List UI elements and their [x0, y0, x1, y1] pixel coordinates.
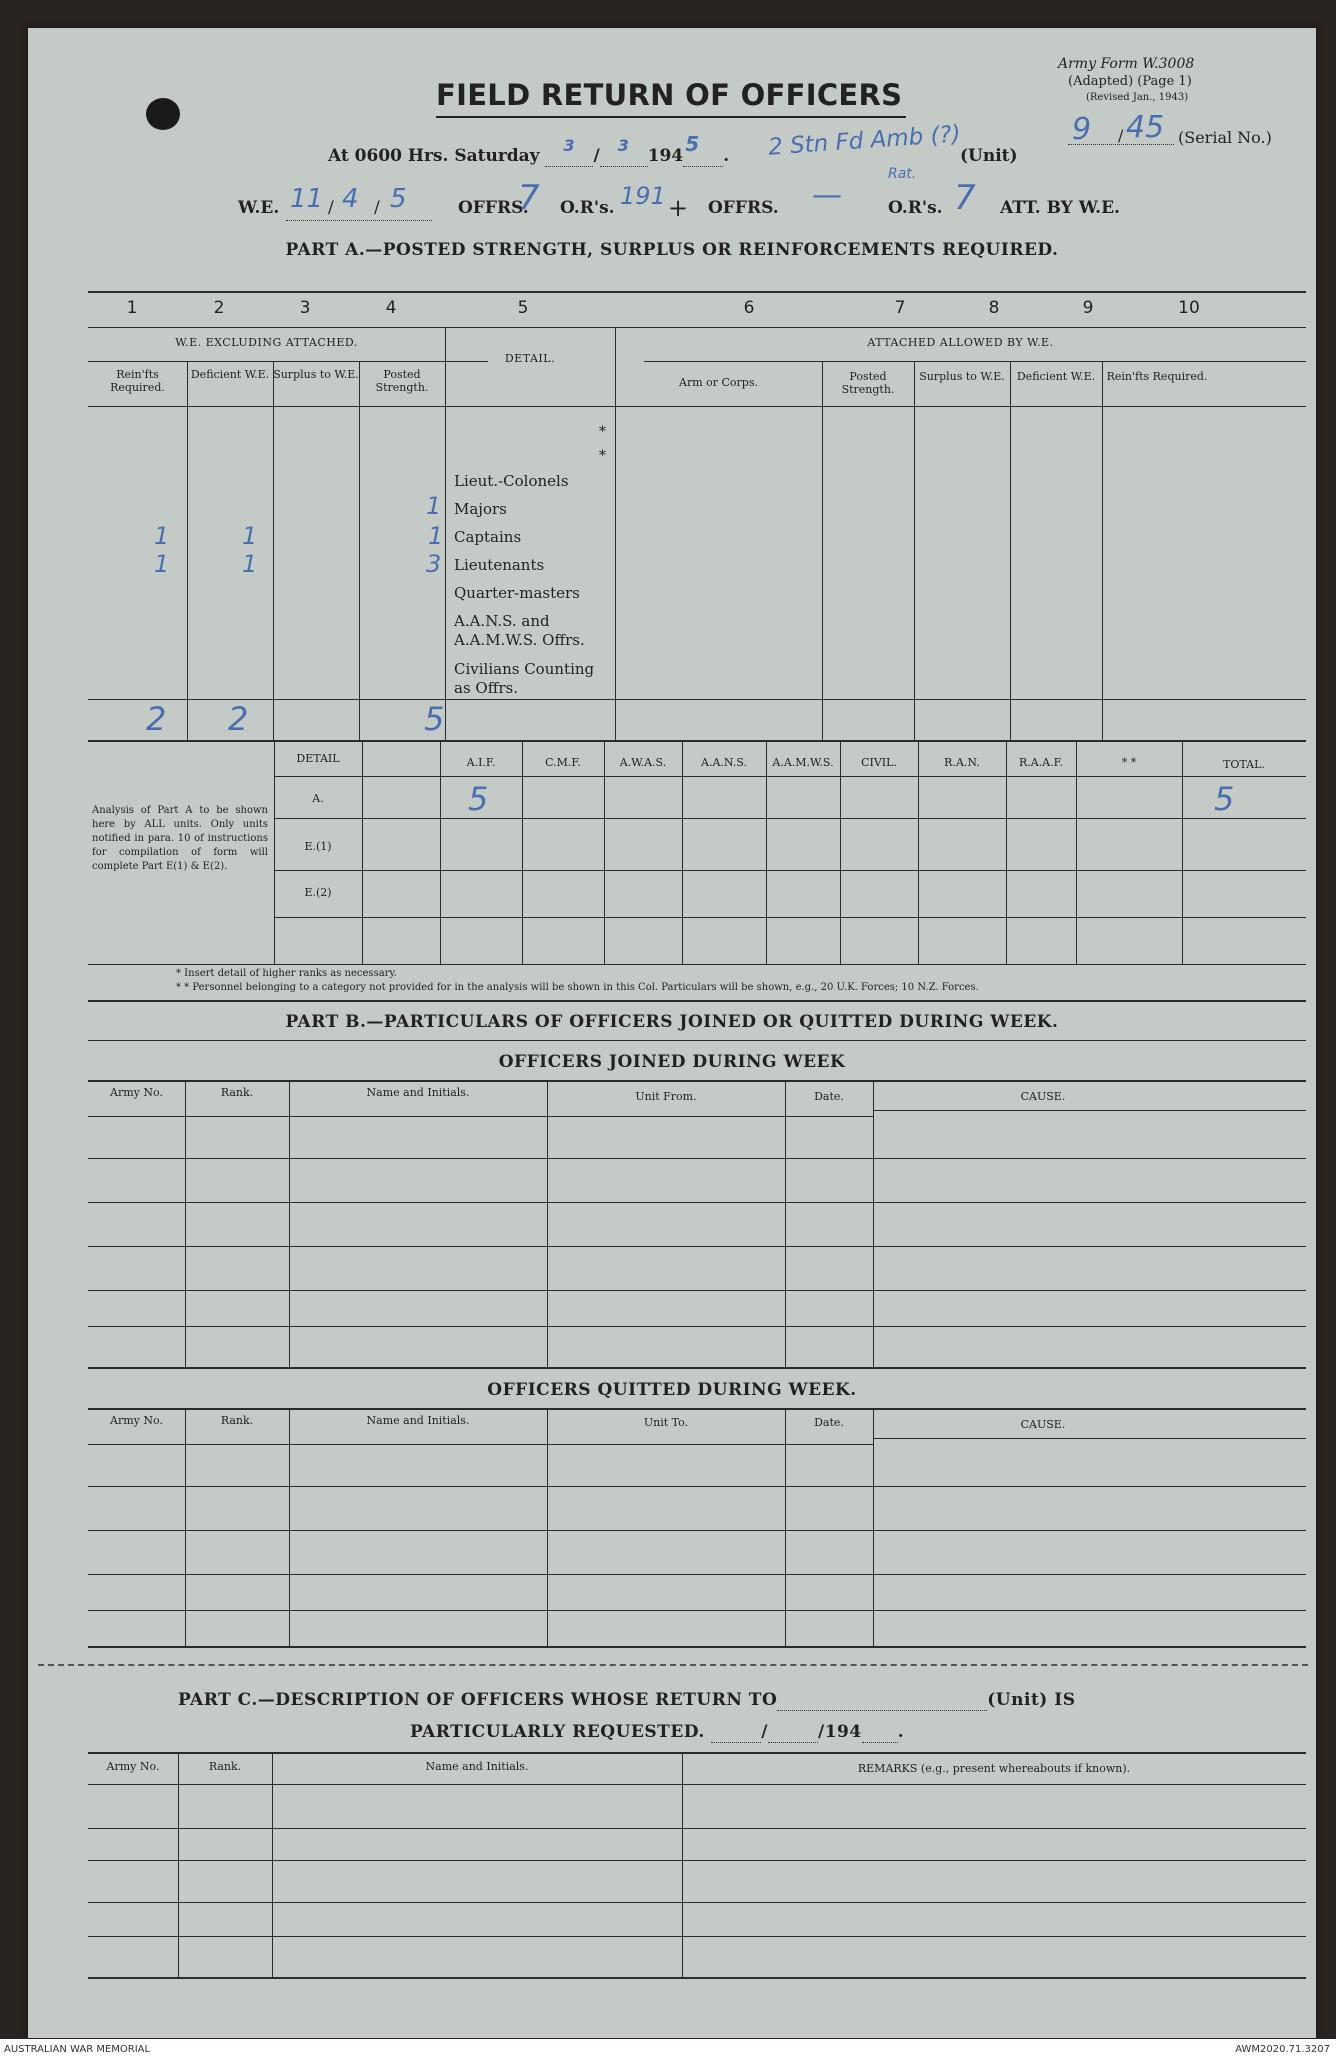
offrs-label: OFFRS.: [458, 198, 529, 218]
analysis-col-cmf: C.M.F.: [545, 756, 581, 769]
year-prefix: 194: [647, 146, 684, 166]
lieutenants-reinfts-hw: 1: [154, 550, 170, 578]
col-att-reinfts: Rein'fts Required.: [1106, 370, 1208, 383]
analysis-detail-header: DETAIL: [296, 752, 340, 765]
title-underline: [436, 116, 906, 118]
part-c-requested: PARTICULARLY REQUESTED.: [410, 1722, 705, 1742]
majors-posted-hw: 1: [426, 492, 442, 520]
col-surplus-we: Surplus to W.E.: [273, 368, 359, 381]
col-att-deficient: Deficient W.E.: [1016, 370, 1096, 383]
col-num-10: 10: [1178, 298, 1200, 318]
part-c-unit-is: (Unit) IS: [987, 1690, 1076, 1710]
page-title: FIELD RETURN OF OFFICERS: [436, 78, 903, 112]
quitted-col-date: Date.: [814, 1416, 844, 1429]
rank-civilians: Civilians Counting as Offrs.: [454, 660, 595, 697]
serial-hw-1: 9: [1072, 112, 1092, 147]
joined-col-army-no: Army No.: [110, 1086, 163, 1099]
form-revised: (Revised Jan., 1943): [1086, 92, 1189, 103]
serial-hw-2: 45: [1126, 110, 1165, 145]
col-num-3: 3: [299, 298, 311, 318]
analysis-col-civil: CIVIL.: [861, 756, 897, 769]
col-att-surplus: Surplus to W.E.: [919, 370, 1005, 383]
joined-title: OFFICERS JOINED DURING WEEK: [498, 1052, 846, 1072]
tear-line: [38, 1664, 1308, 1666]
col-posted-strength: Posted Strength.: [375, 368, 429, 394]
col-num-6: 6: [743, 298, 755, 318]
analysis-row-a: A.: [312, 792, 324, 805]
analysis-row-e2: E.(2): [304, 886, 332, 899]
detail-header: DETAIL.: [504, 352, 556, 365]
lieutenants-posted-hw: 3: [426, 550, 442, 578]
footnote-1: * Insert detail of higher ranks as necessary.: [176, 968, 397, 979]
group-right-header: ATTACHED ALLOWED BY W.E.: [867, 336, 1054, 349]
att-label: ATT. BY W.E.: [1000, 198, 1120, 218]
col-num-4: 4: [385, 298, 397, 318]
analysis-col-raaf: R.A.A.F.: [1018, 756, 1064, 769]
analysis-col-ran: R.A.N.: [944, 756, 980, 769]
joined-col-cause: CAUSE.: [1020, 1090, 1066, 1103]
total-posted-hw: 5: [424, 700, 445, 738]
serial-label: (Serial No.): [1178, 128, 1272, 147]
quitted-col-name: Name and Initials.: [366, 1414, 470, 1427]
col-arm-corps: Arm or Corps.: [679, 376, 758, 389]
lieutenants-deficient-hw: 1: [242, 550, 258, 578]
footer-right: AWM2020.71.3207: [1235, 2044, 1330, 2055]
we-hw-3: 5: [390, 184, 407, 214]
offrs2-label: OFFRS.: [708, 198, 779, 218]
col-num-9: 9: [1082, 298, 1094, 318]
part-c-unit-field: [777, 1690, 987, 1711]
ors2-note-hw: Rat.: [888, 166, 917, 182]
ors-hw: 191: [620, 182, 666, 210]
quitted-col-cause: CAUSE.: [1020, 1418, 1066, 1431]
we-slash-2: /: [374, 198, 380, 218]
analysis-col-awas: A.W.A.S.: [619, 756, 667, 769]
quitted-col-rank: Rank.: [220, 1414, 254, 1427]
quitted-title: OFFICERS QUITTED DURING WEEK.: [487, 1380, 857, 1400]
quitted-col-army-no: Army No.: [110, 1414, 163, 1427]
total-reinfts-hw: 2: [146, 700, 167, 738]
part-c-year: 194: [824, 1722, 862, 1742]
year-suffix: 5: [683, 146, 723, 167]
quitted-col-unit-to: Unit To.: [643, 1416, 689, 1429]
serial-slash: /: [1118, 126, 1124, 145]
col-deficient-we: Deficient W.E.: [190, 368, 270, 381]
analysis-note: Analysis of Part A to be shown here by ALL units. Only units notified in para. 10 of instructions for compilation of form will complete Part E(1) & E(2).: [92, 805, 268, 872]
part-a-title: PART A.—POSTED STRENGTH, SURPLUS OR REINFORCEMENTS REQUIRED.: [285, 240, 1059, 260]
analysis-a-aif-hw: 5: [468, 780, 489, 818]
part-b-title: PART B.—PARTICULARS OF OFFICERS JOINED OR QUITTED DURING WEEK.: [285, 1012, 1059, 1032]
footnote-2: * * Personnel belonging to a category not provided for in the analysis will be shown in this Col. Particulars will be shown, e.g., 20 U.K. Forces; 10 N.Z. Forces.: [176, 982, 979, 993]
we-hw-1: 11: [290, 184, 324, 214]
at-line: At 0600 Hrs. Saturday 3 / 3 194 5 .: [328, 132, 730, 166]
total-deficient-hw: 2: [228, 700, 249, 738]
rank-majors: Majors: [454, 500, 507, 518]
ors2-label: O.R's.: [888, 198, 943, 218]
analysis-row-e1: E.(1): [304, 840, 332, 853]
footer-left: AUSTRALIAN WAR MEMORIAL: [4, 2044, 151, 2055]
plus-sign: +: [668, 194, 689, 222]
part-c-col-rank: Rank.: [208, 1760, 242, 1773]
analysis-col-total: TOTAL.: [1223, 758, 1265, 771]
joined-col-unit-from: Unit From.: [635, 1090, 697, 1103]
ors2-hw: 7: [954, 178, 976, 218]
col-num-7: 7: [894, 298, 906, 318]
part-c-col-army-no: Army No.: [106, 1760, 160, 1773]
col-num-1: 1: [126, 298, 138, 318]
part-c-year-field: [862, 1722, 898, 1743]
analysis-col-aans: A.A.N.S.: [701, 756, 747, 769]
rank-lieutenants: Lieutenants: [454, 556, 545, 574]
punch-hole: [146, 98, 180, 130]
col-reinfts-required: Rein'fts Required.: [110, 368, 165, 394]
date-month: 3: [600, 146, 648, 167]
captains-posted-hw: 1: [428, 522, 444, 550]
col-att-posted-strength: Posted Strength.: [841, 370, 895, 396]
col-num-8: 8: [988, 298, 1000, 318]
we-label: W.E.: [238, 198, 280, 218]
joined-col-rank: Rank.: [220, 1086, 254, 1099]
col-num-2: 2: [213, 298, 225, 318]
we-hw-2: 4: [342, 184, 359, 214]
analysis-col-other: * *: [1121, 756, 1137, 769]
unit-handwritten: 2 Stn Fd Amb (?): [767, 121, 962, 161]
ors-label: O.R's.: [560, 198, 615, 218]
we-dotline: [286, 220, 432, 221]
part-c-day-field: [711, 1722, 761, 1743]
col-num-5: 5: [517, 298, 529, 318]
unit-label: (Unit): [960, 146, 1018, 166]
analysis-col-aamws: A.A.M.W.S.: [772, 756, 834, 769]
we-slash-1: /: [328, 198, 334, 218]
rank-quartermasters: Quarter-masters: [454, 584, 580, 602]
part-c-col-remarks: REMARKS (e.g., present whereabouts if known).: [857, 1762, 1131, 1775]
analysis-col-aif: A.I.F.: [466, 756, 496, 769]
archive-footer: [0, 2039, 1336, 2061]
part-c-title-2: PARTICULARLY REQUESTED. / /194 .: [410, 1722, 905, 1742]
rank-aans: A.A.N.S. and A.A.M.W.S. Offrs.: [454, 612, 585, 649]
joined-col-name: Name and Initials.: [366, 1086, 470, 1099]
rank-lieut-colonels: Lieut.-Colonels: [454, 472, 569, 490]
rank-captains: Captains: [454, 528, 522, 546]
captains-deficient-hw: 1: [242, 522, 258, 550]
joined-col-date: Date.: [814, 1090, 844, 1103]
part-c-col-name: Name and Initials.: [425, 1760, 529, 1773]
at-prefix: At 0600 Hrs. Saturday: [328, 146, 540, 166]
part-c-title-1: [178, 1690, 1076, 1711]
star-1: *: [599, 424, 606, 440]
date-day: 3: [545, 146, 593, 167]
offrs-hw: 7: [518, 178, 540, 218]
analysis-a-total-hw: 5: [1214, 780, 1235, 818]
form-sheet: [28, 28, 1316, 2038]
offrs2-hw: —: [812, 178, 842, 213]
star-2: *: [599, 448, 606, 464]
part-c-title-text: PART C.—DESCRIPTION OF OFFICERS WHOSE RETURN TO: [178, 1690, 778, 1710]
group-left-header: W.E. EXCLUDING ATTACHED.: [175, 336, 358, 349]
part-c-month-field: [768, 1722, 818, 1743]
captains-reinfts-hw: 1: [154, 522, 170, 550]
form-adapted: (Adapted) (Page 1): [1068, 74, 1192, 89]
form-number: Army Form W.3008: [1058, 56, 1195, 72]
